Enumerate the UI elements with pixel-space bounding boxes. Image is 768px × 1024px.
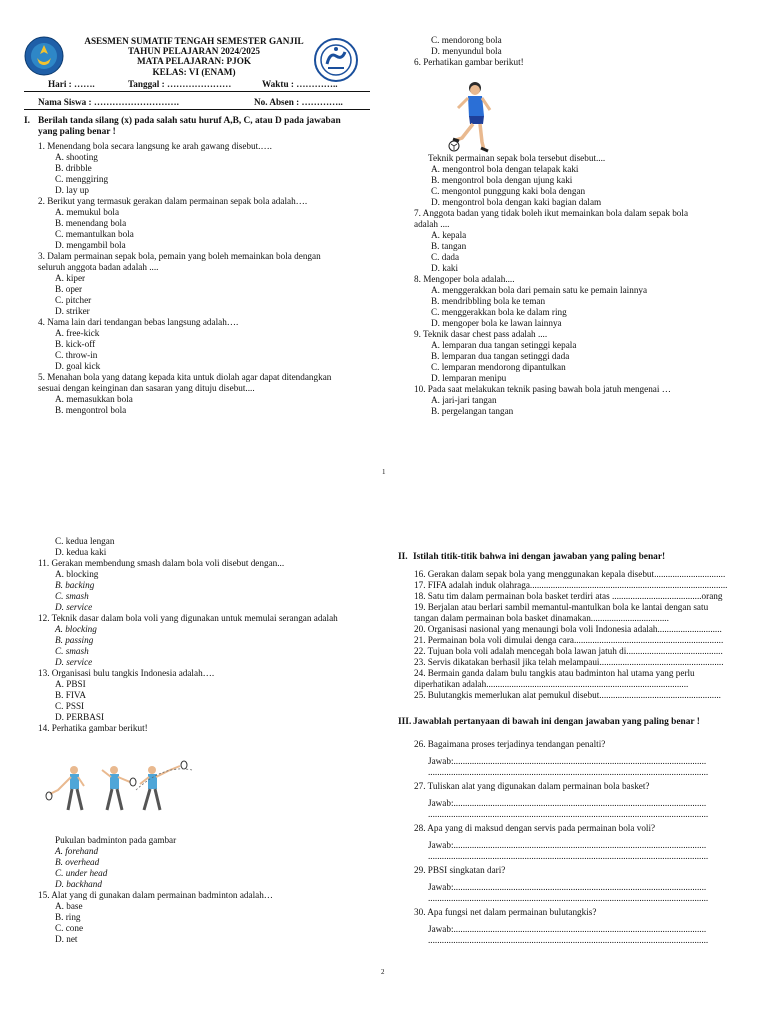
question-text-cont: adalah .... xyxy=(414,219,450,229)
section-1-number: I. xyxy=(24,116,30,126)
option[interactable]: D. PERBASI xyxy=(55,712,105,722)
fill-question[interactable]: 19. Berjalan atau berlari sambil memantul-mantulkan bola ke lantai dengan satu xyxy=(414,602,709,612)
essay-item xyxy=(414,907,749,949)
fill-question[interactable]: 23. Servis dikatakan berhasil jika telah melampaui...................................................... xyxy=(414,657,724,667)
fill-question[interactable]: 16. Gerakan dalam sepak bola yang menggunakan kepala disebut............................... xyxy=(414,569,726,579)
essay-answer-line[interactable]: Jawab:.............................................................................................................. xyxy=(428,840,707,850)
section-3-instruction: Jawablah pertanyaan di bawah ini dengan jawaban yang paling benar ! xyxy=(413,717,700,727)
essay-answer-line[interactable]: Jawab:.............................................................................................................. xyxy=(428,882,707,892)
option[interactable]: D. service xyxy=(55,657,93,667)
fill-question-cont[interactable]: diperhatikan adalah........................................................................................ xyxy=(414,679,689,689)
option[interactable]: C. pitcher xyxy=(55,295,92,305)
option[interactable]: A. base xyxy=(55,901,83,911)
section-1-instruction: Berilah tanda silang (x) pada salah satu huruf A,B, C, atau D pada jawaban xyxy=(38,116,341,126)
fill-question-cont[interactable]: tangan dalam permainan bola basket dinamakan.................................. xyxy=(414,613,669,623)
essay-answer-line-extra[interactable]: .......................................................................................................................... xyxy=(428,935,709,945)
option[interactable]: C. PSSI xyxy=(55,701,85,711)
name-divider xyxy=(24,109,370,110)
option[interactable]: C. mengontol punggung kaki bola dengan xyxy=(431,186,586,196)
fill-question[interactable]: 18. Satu tim dalam permainan bola basket terdiri atas .......................................orang xyxy=(414,591,723,601)
essay-question: 26. Bagaimana proses terjadinya tendangan penalti? xyxy=(414,739,606,749)
page1-right-questions xyxy=(414,153,754,417)
question-text: 9. Teknik dasar chest pass adalah .... xyxy=(414,329,548,339)
question-text-cont: Teknik permainan sepak bola tersebut disebut.... xyxy=(428,153,606,163)
option[interactable]: D. kaki xyxy=(431,263,459,273)
section-1-instruction-cont: yang paling benar ! xyxy=(38,127,116,137)
fill-question[interactable]: 17. FIFA adalah induk olahraga...................................................................................... xyxy=(414,580,728,590)
badminton-stroke-illustration xyxy=(44,760,196,816)
school-emblem-logo-icon xyxy=(314,38,358,82)
option[interactable]: B. tangan xyxy=(431,241,467,251)
page-2 xyxy=(0,512,768,1024)
page2-left-questions xyxy=(38,536,378,734)
time-field[interactable]: Waktu : ………….. xyxy=(262,79,338,89)
fill-question[interactable]: 20. Organisasi nasional yang menaungi bola voli Indonesia adalah............................ xyxy=(414,624,722,634)
option[interactable]: A. mengontrol bola dengan telapak kaki xyxy=(431,164,579,174)
question-text: 11. Gerakan membendung smash dalam bola voli disebut dengan... xyxy=(38,558,285,568)
option[interactable]: B. ring xyxy=(55,912,81,922)
exam-title: ASESMEN SUMATIF TENGAH SEMESTER GANJIL xyxy=(84,36,304,46)
question-text-cont: Pukulan badminton pada gambar xyxy=(55,835,177,845)
option[interactable]: A. shooting xyxy=(55,152,98,162)
option[interactable]: B. pergelangan tangan xyxy=(431,406,514,416)
page1-left-questions xyxy=(38,141,374,416)
option[interactable]: C. menggerakkan bola ke dalam ring xyxy=(431,307,567,317)
option[interactable]: D. net xyxy=(55,934,78,944)
essay-item xyxy=(414,739,749,781)
option[interactable]: A. forehand xyxy=(55,846,99,856)
option[interactable]: D. mengontrol bola dengan kaki bagian dalam xyxy=(431,197,602,207)
option[interactable]: D. menyundul bola xyxy=(431,46,502,56)
football-player-illustration xyxy=(442,80,496,154)
option[interactable]: C. dada xyxy=(431,252,460,262)
page-number: 1 xyxy=(382,468,386,476)
option[interactable]: C. smash xyxy=(55,591,89,601)
page2-left-bottom xyxy=(38,835,378,945)
option[interactable]: D. kedua kaki xyxy=(55,547,107,557)
question-text: 15. Alat yang di gunakan dalam permainan badminton adalah… xyxy=(38,890,273,900)
essay-answer-line[interactable]: Jawab:.............................................................................................................. xyxy=(428,798,707,808)
question-text: 4. Nama lain dari tendangan bebas langsung adalah…. xyxy=(38,317,239,327)
option[interactable]: C. lemparan mendorong dipantulkan xyxy=(431,362,566,372)
question-text: 12. Teknik dasar dalam bola voli yang digunakan untuk memulai serangan adalah xyxy=(38,613,338,623)
option[interactable]: A. memukul bola xyxy=(55,207,120,217)
question-text: 7. Anggota badan yang tidak boleh ikut memainkan bola dalam sepak bola xyxy=(414,208,689,218)
question-text: 5. Menahan bola yang datang kepada kita untuk diolah agar dapat ditendangkan xyxy=(38,372,332,382)
question-text-cont: seluruh anggota badan adalah .... xyxy=(38,262,159,272)
section-2-instruction: Istilah titik-titik bahwa ini dengan jawaban yang paling benar! xyxy=(413,552,666,562)
section-2-number: II. xyxy=(398,552,408,562)
subject: MATA PELAJARAN: PJOK xyxy=(137,56,251,66)
option[interactable]: B. overhead xyxy=(55,857,100,867)
essay-answer-line-extra[interactable]: .......................................................................................................................... xyxy=(428,767,709,777)
option[interactable]: A. free-kick xyxy=(55,328,100,338)
tut-wuri-handayani-logo-icon xyxy=(24,36,64,76)
option[interactable]: C. smash xyxy=(55,646,89,656)
option[interactable]: B. backing xyxy=(55,580,95,590)
option[interactable]: B. mengontrol bola xyxy=(55,405,127,415)
option[interactable]: A. kepala xyxy=(431,230,467,240)
essay-item xyxy=(414,823,749,865)
essay-question: 29. PBSI singkatan dari? xyxy=(414,865,506,875)
option[interactable]: B. FIVA xyxy=(55,690,86,700)
option[interactable]: C. under head xyxy=(55,868,108,878)
essay-item xyxy=(414,781,749,823)
option[interactable]: D. service xyxy=(55,602,93,612)
option[interactable]: C. menggiring xyxy=(55,174,109,184)
absence-number-field[interactable]: No. Absen : ………….. xyxy=(254,97,343,107)
essay-answer-line-extra[interactable]: .......................................................................................................................... xyxy=(428,893,709,903)
question-text: 13. Organisasi bulu tangkis Indonesia adalah…. xyxy=(38,668,215,678)
option[interactable]: C. cone xyxy=(55,923,84,933)
day-field[interactable]: Hari : ……. xyxy=(48,79,95,89)
option[interactable]: A. menggerakkan bola dari pemain satu ke pemain lainnya xyxy=(431,285,648,295)
question-text: 3. Dalam permainan sepak bola, pemain yang boleh memainkan bola dengan xyxy=(38,251,321,261)
option[interactable]: D. mengambil bola xyxy=(55,240,126,250)
essay-answer-line-extra[interactable]: .......................................................................................................................... xyxy=(428,851,709,861)
option[interactable]: D. backhand xyxy=(55,879,102,889)
fill-question[interactable]: 24. Bermain ganda dalam bulu tangkis atau badminton hal utama yang perlu xyxy=(414,668,695,678)
academic-year: TAHUN PELAJARAN 2024/2025 xyxy=(127,46,261,56)
essay-answer-line[interactable]: Jawab:.............................................................................................................. xyxy=(428,924,707,934)
option[interactable]: A. kiper xyxy=(55,273,86,283)
option[interactable]: D. goal kick xyxy=(55,361,101,371)
section-3-number: III. xyxy=(398,717,412,727)
option[interactable]: A. jari-jari tangan xyxy=(431,395,497,405)
question-text: 1. Menendang bola secara langsung ke arah gawang disebut.…. xyxy=(38,141,272,151)
essay-question: 28. Apa yang di maksud dengan servis pada permainan bola voli? xyxy=(414,823,656,833)
option[interactable]: B. lemparan dua tangan setinggi dada xyxy=(431,351,570,361)
essay-question: 30. Apa fungsi net dalam permainan bulutangkis? xyxy=(414,907,597,917)
option[interactable]: A. PBSI xyxy=(55,679,86,689)
page-number: 2 xyxy=(381,968,385,976)
option[interactable]: D. lemparan menipu xyxy=(431,373,507,383)
date-field[interactable]: Tanggal : ………………… xyxy=(128,79,232,89)
essay-answer-line-extra[interactable]: .......................................................................................................................... xyxy=(428,809,709,819)
option[interactable]: C. memantulkan bola xyxy=(55,229,134,239)
question-text: 8. Mengoper bola adalah.... xyxy=(414,274,515,284)
fill-question[interactable]: 25. Bulutangkis memerlukan alat pemukul disebut..................................................... xyxy=(414,690,721,700)
student-name-field[interactable]: Nama Siswa : ………………………. xyxy=(38,97,179,107)
option[interactable]: B. oper xyxy=(55,284,83,294)
option[interactable]: B. dribble xyxy=(55,163,92,173)
option[interactable]: A. lemparan dua tangan setinggi kepala xyxy=(431,340,577,350)
question-text-cont: sesuai dengan keinginan dan sasaran yang dituju disebut.... xyxy=(38,383,255,393)
essay-questions xyxy=(414,739,749,949)
essay-question: 27. Tuliskan alat yang digunakan dalam permainan bola basket? xyxy=(414,781,650,791)
option[interactable]: B. passing xyxy=(55,635,94,645)
question-text: 14. Perhatika gambar berikut! xyxy=(38,723,148,733)
essay-answer-line[interactable]: Jawab:.............................................................................................................. xyxy=(428,756,707,766)
option[interactable]: D. mengoper bola ke lawan lainnya xyxy=(431,318,562,328)
option[interactable]: C. kedua lengan xyxy=(55,536,115,546)
option[interactable]: B. menendang bola xyxy=(55,218,127,228)
header-divider xyxy=(24,91,370,92)
option[interactable]: A. blocking xyxy=(55,569,99,579)
class-level: KELAS: VI (ENAM) xyxy=(152,67,236,77)
question-text: 2. Berikut yang termasuk gerakan dalam permainan sepak bola adalah…. xyxy=(38,196,308,206)
fill-question[interactable]: 22. Tujuan bola voli adalah mencegah bola lawan jatuh di.......................................... xyxy=(414,646,723,656)
option[interactable]: B. mengontrol bola dengan ujung kaki xyxy=(431,175,573,185)
option[interactable]: D. striker xyxy=(55,306,90,316)
fill-in-questions xyxy=(414,569,749,701)
question-text: 6. Perhatikan gambar berikut! xyxy=(414,57,524,67)
option[interactable]: B. mendribbling bola ke teman xyxy=(431,296,546,306)
option[interactable]: C. throw-in xyxy=(55,350,98,360)
fill-question[interactable]: 21. Permainan bola voli dimulai denga cara................................................................. xyxy=(414,635,724,645)
page1-right-top xyxy=(414,35,754,68)
option[interactable]: B. kick-off xyxy=(55,339,96,349)
option[interactable]: C. mendorong bola xyxy=(431,35,502,45)
option[interactable]: D. lay up xyxy=(55,185,89,195)
option[interactable]: A. memasukkan bola xyxy=(55,394,133,404)
option[interactable]: A. blocking xyxy=(55,624,97,634)
question-text: 10. Pada saat melakukan teknik pasing bawah bola jatuh mengenai … xyxy=(414,384,671,394)
essay-item xyxy=(414,865,749,907)
